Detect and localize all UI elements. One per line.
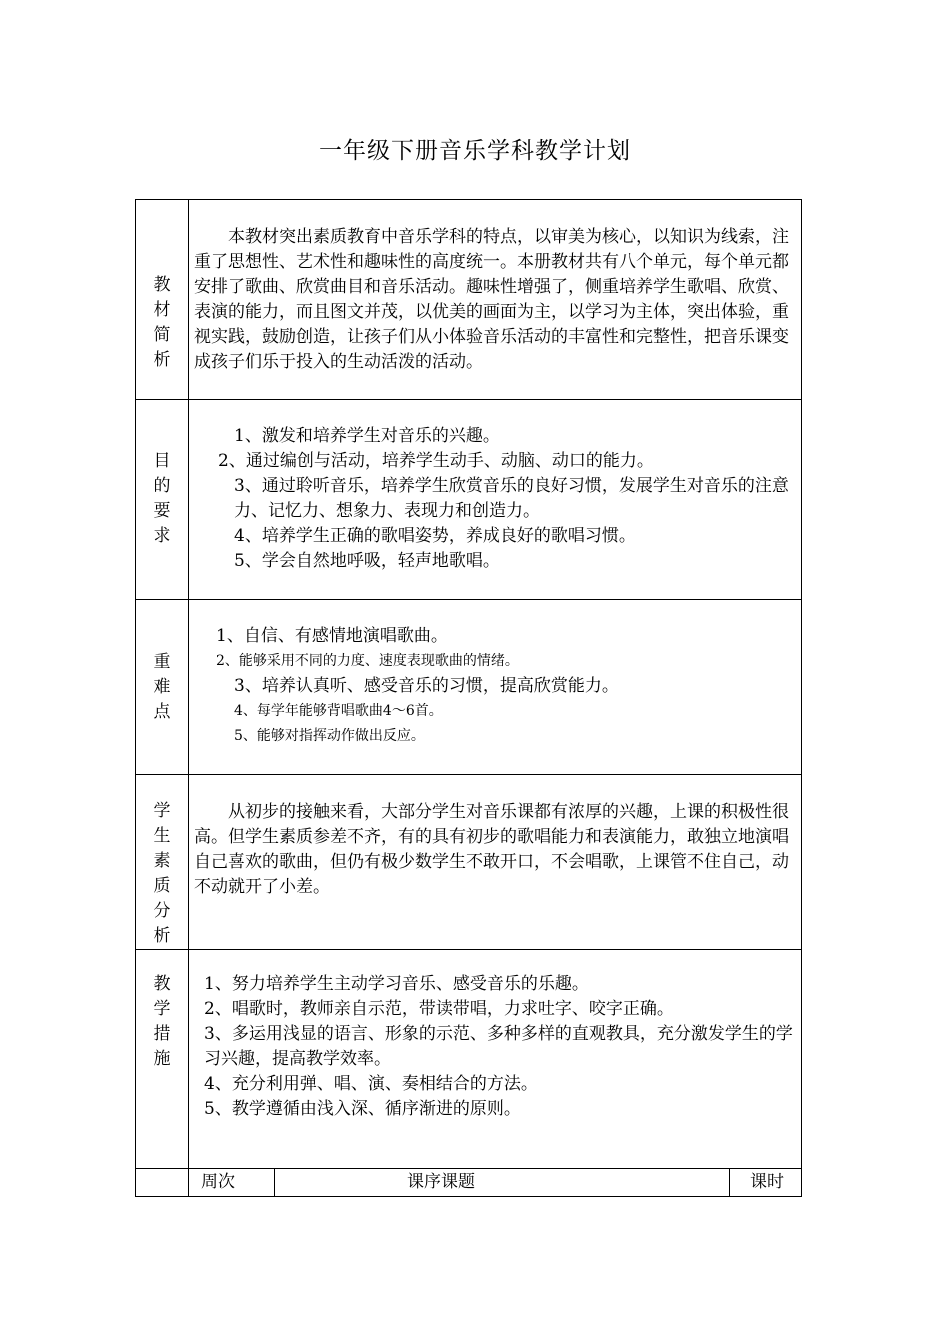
section-key-points	[135, 599, 802, 775]
section-label: 重难点	[153, 652, 171, 722]
section-label-cell	[136, 600, 189, 774]
list-item: 4、每学年能够背唱歌曲4～6首。	[234, 703, 443, 719]
list-item: 1、自信、有感情地演唱歌曲。	[216, 626, 448, 646]
paragraph: 从初步的接触来看，大部分学生对音乐课都有浓厚的兴趣，上课的积极性很高。但学生素质参差不齐，有的具有初步的歌唱能力和表演能力，敢独立地演唱自己喜欢的歌曲，但仍有极少数学生不敢开口，不会唱歌，上课管不住自己，动不动就开了小差。	[194, 802, 789, 897]
section-body	[194, 800, 793, 900]
list-item: 5、能够对指挥动作做出反应。	[234, 728, 425, 744]
section-objectives	[135, 399, 802, 600]
list-item: 2、通过编创与活动，培养学生动手、动脑、动口的能力。	[218, 451, 654, 471]
section-textbook-analysis	[135, 199, 802, 400]
section-label: 教材简析	[153, 275, 171, 370]
list-item: 3、通过聆听音乐，培养学生欣赏音乐的良好习惯，发展学生对音乐的注意力、记忆力、想象力、表现力和创造力。	[234, 476, 789, 521]
section-label-cell	[136, 200, 189, 399]
list-item: 5、教学遵循由浅入深、循序渐进的原则。	[204, 1099, 521, 1119]
schedule-header-row	[135, 1168, 802, 1197]
section-label-cell	[136, 400, 189, 599]
hours-header-cell	[729, 1168, 802, 1196]
section-student-analysis	[135, 774, 802, 950]
list-item: 1、努力培养学生主动学习音乐、感受音乐的乐趣。	[204, 974, 589, 994]
section-label: 教学措施	[153, 974, 171, 1069]
hours-header: 课时	[750, 1172, 784, 1192]
topic-header-cell	[274, 1168, 730, 1196]
list-item: 2、能够采用不同的力度、速度表现歌曲的情绪。	[216, 653, 519, 669]
week-header: 周次	[201, 1172, 235, 1192]
section-label-cell	[136, 775, 189, 949]
week-header-cell	[188, 1168, 275, 1196]
paragraph: 本教材突出素质教育中音乐学科的特点，以审美为核心，以知识为线索，注重了思想性、艺术性和趣味性的高度统一。本册教材共有八个单元，每个单元都安排了歌曲、欣赏曲目和音乐活动。趣味性增强了，侧重培养学生歌唱、欣赏、表演的能力，而且图文并茂，以优美的画面为主，以学习为主体，突出体验，重视实践，鼓励创造，让孩子们从小体验音乐活动的丰富性和完整性，把音乐课变成孩子们乐于投入的生动活泼的活动。	[194, 227, 789, 372]
list-item: 4、充分利用弹、唱、演、奏相结合的方法。	[204, 1074, 538, 1094]
section-body	[194, 972, 793, 1122]
list-item: 3、培养认真听、感受音乐的习惯，提高欣赏能力。	[234, 676, 619, 696]
section-label: 学生素质分析	[153, 801, 171, 946]
section-body	[194, 424, 793, 574]
section-teaching-measures	[135, 949, 802, 1169]
list-item: 2、唱歌时，教师亲自示范，带读带唱，力求吐字、咬字正确。	[204, 999, 674, 1019]
list-item: 5、学会自然地呼吸，轻声地歌唱。	[234, 551, 500, 571]
section-label: 目的要求	[153, 451, 171, 546]
topic-header: 课序课题	[407, 1172, 475, 1192]
list-item: 1、激发和培养学生对音乐的兴趣。	[234, 426, 500, 446]
page-title: 一年级下册音乐学科教学计划	[319, 138, 631, 164]
section-body	[194, 225, 793, 375]
section-body	[194, 624, 793, 749]
section-label-cell	[136, 950, 189, 1168]
list-item: 4、培养学生正确的歌唱姿势，养成良好的歌唱习惯。	[234, 526, 636, 546]
list-item: 3、多运用浅显的语言、形象的示范、多种多样的直观教具，充分激发学生的学习兴趣，提高教学效率。	[204, 1024, 793, 1069]
